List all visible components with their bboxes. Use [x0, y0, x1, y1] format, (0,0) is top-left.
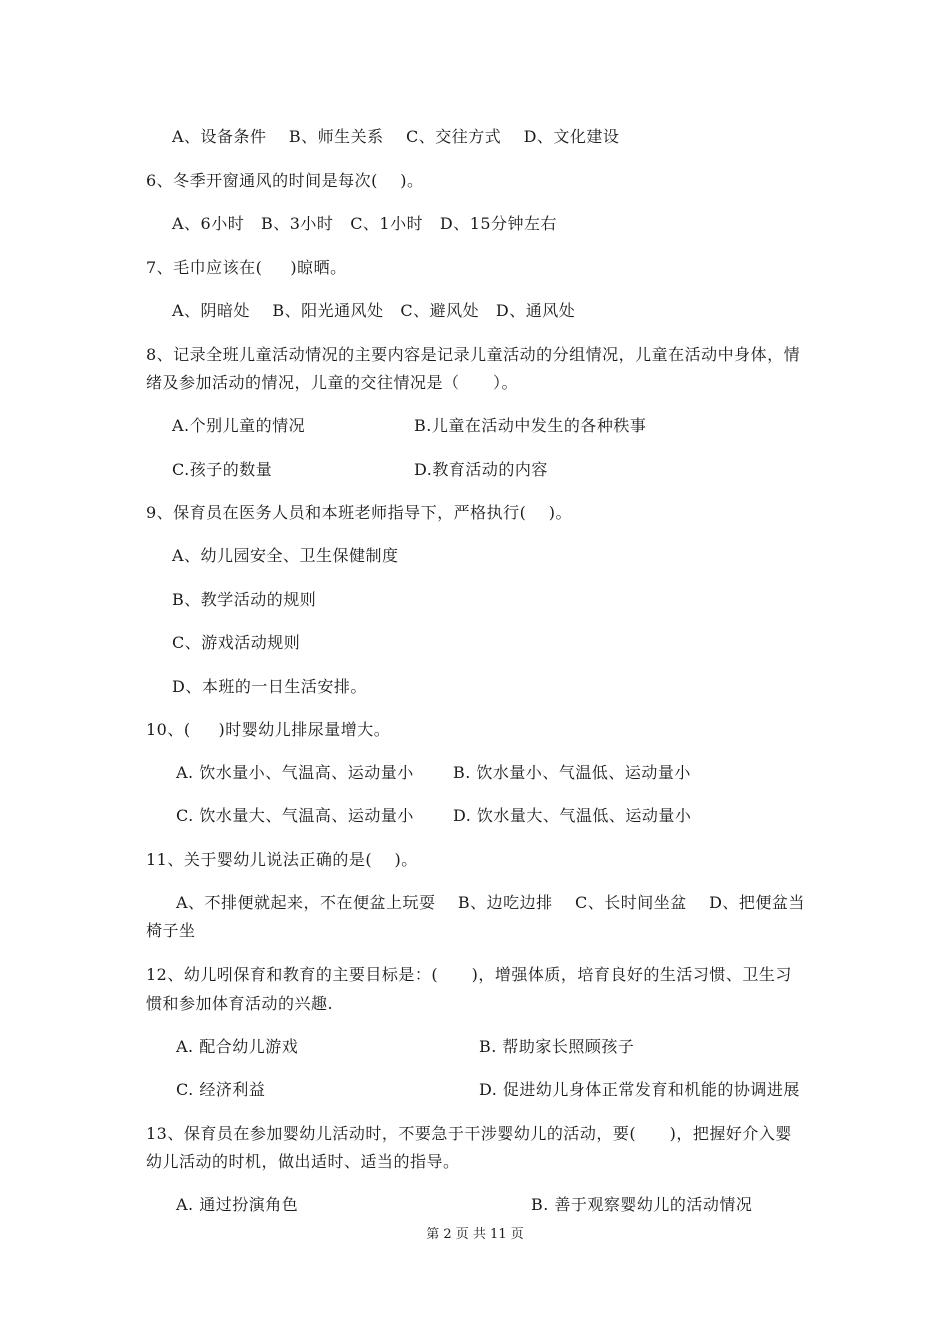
- q8-option-a: A.个别儿童的情况: [172, 416, 306, 435]
- q7-options: A、阴暗处 B、阳光通风处 C、避风处 D、通风处: [172, 301, 576, 320]
- q12-option-b: B. 帮助家长照顾孩子: [479, 1037, 635, 1056]
- q9-option-b: B、教学活动的规则: [172, 590, 317, 609]
- q10-option-a: A. 饮水量小、气温高、运动量小: [176, 763, 414, 782]
- q12-option-d: D. 促进幼儿身体正常发育和机能的协调进展: [479, 1080, 800, 1099]
- q6-stem: 6、冬季开窗通风的时间是每次( )。: [146, 171, 424, 190]
- q11-options-line1: A、不排便就起来，不在便盆上玩耍 B、边吃边排 C、长时间坐盆 D、把便盆当: [176, 893, 805, 912]
- q5-options: A、设备条件 B、师生关系 C、交往方式 D、文化建设: [172, 127, 620, 146]
- q12-option-a: A. 配合幼儿游戏: [176, 1037, 299, 1056]
- q9-stem: 9、保育员在医务人员和本班老师指导下，严格执行( )。: [146, 503, 573, 522]
- q8-option-b: B.儿童在活动中发生的各种秩事: [414, 416, 647, 435]
- q10-stem: 10、( )时婴幼儿排尿量增大。: [146, 720, 391, 739]
- q10-option-b: B. 饮水量小、气温低、运动量小: [453, 763, 691, 782]
- q9-option-d: D、本班的一日生活安排。: [172, 677, 367, 696]
- q10-option-d: D. 饮水量大、气温低、运动量小: [453, 806, 692, 825]
- q11-options-line2: 椅子坐: [146, 921, 196, 940]
- page-number-footer: 第 2 页 共 11 页: [426, 1227, 524, 1242]
- q12-stem-line1: 12、幼儿吲保育和教育的主要目标是：( )，增强体质，培育良好的生活习惯、卫生习: [146, 965, 792, 984]
- q9-option-c: C、游戏活动规则: [172, 633, 301, 652]
- q12-option-c: C. 经济利益: [176, 1080, 266, 1099]
- q12-stem-line2: 惯和参加体育活动的兴趣.: [146, 994, 334, 1013]
- q9-option-a: A、幼儿园安全、卫生保健制度: [172, 546, 399, 565]
- q13-option-b: B. 善于观察婴幼儿的活动情况: [531, 1195, 753, 1214]
- q10-option-c: C. 饮水量大、气温高、运动量小: [176, 806, 414, 825]
- q8-option-c: C.孩子的数量: [172, 460, 273, 479]
- q6-options: A、6小时 B、3小时 C、1小时 D、15分钟左右: [172, 214, 558, 233]
- q7-stem: 7、毛巾应该在( )晾晒。: [146, 258, 347, 277]
- q8-option-d: D.教育活动的内容: [414, 460, 548, 479]
- q13-stem-line1: 13、保育员在参加婴幼儿活动时，不要急于干涉婴幼儿的活动，要( )，把握好介入婴: [146, 1124, 792, 1143]
- q13-option-a: A. 通过扮演角色: [176, 1195, 299, 1214]
- q8-stem-line2: 绪及参加活动的情况，儿童的交往情况是（ ）。: [146, 373, 519, 392]
- q8-stem-line1: 8、记录全班儿童活动情况的主要内容是记录儿童活动的分组情况，儿童在活动中身体，情: [146, 345, 801, 364]
- q13-stem-line2: 幼儿活动的时机，做出适时、适当的指导。: [146, 1152, 460, 1171]
- q11-stem: 11、关于婴幼儿说法正确的是( )。: [146, 850, 418, 869]
